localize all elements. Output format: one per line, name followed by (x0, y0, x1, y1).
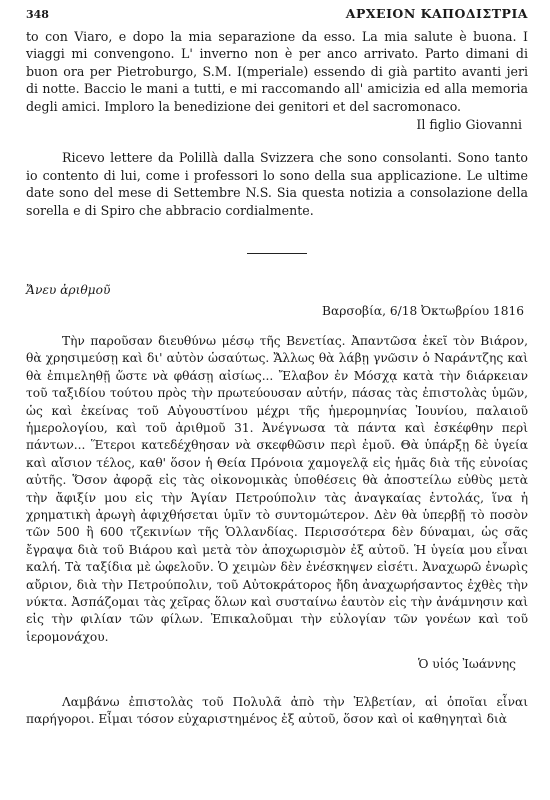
greek-signature: Ὁ υἱός Ἰωάννης (417, 657, 516, 672)
italian-letter (26, 28, 528, 219)
running-title: ΑΡΧΕΙΟΝ ΚΑΠΟΔΙΣΤΡΙΑ (345, 6, 528, 21)
greek-letter (26, 282, 528, 728)
greek-note: Ἄνευ ἀριθμοῦ (26, 283, 111, 298)
page-header (26, 6, 528, 28)
greek-final-paragraph: Λαμβάνω ἐπιστολὰς τοῦ Πολυλᾶ ἀπὸ τὴν Ἑλβετίαν, αἱ ὁποῖαι εἶναι παρήγοροι. Εἶμαι τόσον εὐχαριστημένος ἐξ αὐτοῦ, ὅσον καὶ οἱ καθηγηταὶ διὰ (26, 694, 528, 726)
italian-paragraph-2: Ricevo lettere da Polillà dalla Svizzera che sono consolanti. Sono tanto io contento di lui, come i professori lo sono della sua applicazione. Le ultime date sono del mese di Settembre N.S. Sia questa notizia a consolazione della sorella e di Spiro che abbracio cordialmente. (26, 150, 528, 218)
italian-paragraph-1: to con Viaro, e dopo la mia separazione da esso. La mia salute è buona. I viaggi mi convengono. L' inverno non è per anco arrivato. Parto dimani di buon ora per Pietroburgo, S.M. I(mperiale) essendo di già partito avanti jeri di notte. Baccio le mani a tutti, e mi raccomando all' amicizia ed alla memoria degli amici. Imploro la benedizione dei genitori et del sacromonaco. (26, 29, 528, 114)
page-number: 348 (26, 8, 49, 21)
section-divider (247, 253, 307, 254)
greek-body: Τὴν παροῦσαν διευθύνω μέσῳ τῆς Βενετίας. Ἀπαντῶσα ἐκεῖ τὸν Βιάρον, θὰ χρησιμεύσῃ καὶ δι' αὐτὸν ὡσαύτως. Ἄλλως θὰ λάβῃ γνῶσιν ὁ Ναράντζης καὶ θὰ ἐπιμεληθῇ ὥστε νὰ φθάσῃ αἰσίως... Ἔλαβον ἐν Μόσχᾳ κατὰ τὴν διάρκειαν τοῦ ταξιδίου τούτου πρὸς τὴν πρωτεύουσαν αὐτήν, πάσας τὰς ἐπιστολὰς ὑμῶν, ὡς καὶ ἐκείνας τοῦ Αὐγουστίνου μέχρι τῆς ἡμερομηνίας Ἰουνίου, παλαιοῦ ἡμερολογίου, καὶ τοῦ ἀριθμοῦ 31. Ἀνέγνωσα τὰ πάντα καὶ ἐσκέφθην περὶ πάντων... Ἕτεροι κατεδέχθησαν νὰ σκεφθῶσιν περὶ ἐμοῦ. Θὰ ὑπάρξῃ δὲ ὑγεία καὶ αἴσιον τέλος, καθ' ὅσον ἡ Θεία Πρόνοια χαμογελᾷ εἰς ἡμᾶς διὰ τῆς εὐνοίας αὐτῆς. Ὅσον ἀφορᾷ εἰς τὰς οἰκονομικὰς ὑποθέσεις θὰ ἀποστείλω εὐθὺς μετὰ τὴν ἄφιξίν μου εἰς τὴν Ἁγίαν Πετρούπολιν τὰς ἀναγκαίας ἐντολάς, ἵνα ἡ χρηματικὴ ἀρωγὴ ἀφιχθήσεται ὑμῖν τὸ συντομώτερον. Δὲν θὰ ὑπερβῇ τὸ ποσὸν τῶν 500 ἢ 600 τζεκινίων τῆς Ὁλλανδίας. Περισσότερα δὲν δύναμαι, ὡς σᾶς ἔγραψα διὰ τοῦ Βιάρου καὶ μετὰ τὸν ἀποχωρισμὸν ἐξ αὐτοῦ. Ἡ ὑγεία μου εἶναι καλή. Τὰ ταξίδια μὲ ὠφελοῦν. Ὁ χειμὼν δὲν ἐνέσκηψεν εἰσέτι. Ἀναχωρῶ ἐνωρὶς αὔριον, διὰ τὴν Πετρούπολιν, τοῦ Αὐτοκράτορος ἤδη ἀναχωρήσαντος ἐχθὲς τὴν νύκτα. Ἀσπάζομαι τὰς χεῖρας ὅλων καὶ συσταίνω ἑαυτὸν εἰς τὴν ἀνάμνησιν καὶ εἰς τὴν φιλίαν τῶν φίλων. Ἐπικαλοῦμαι τὴν εὐλογίαν τῶν γονέων καὶ τοῦ ἱερομονάχου. (26, 333, 528, 644)
greek-dateline: Βαρσοβία, 6/18 Ὀκτωβρίου 1816 (322, 304, 524, 319)
italian-signature: Il figlio Giovanni (416, 117, 522, 133)
